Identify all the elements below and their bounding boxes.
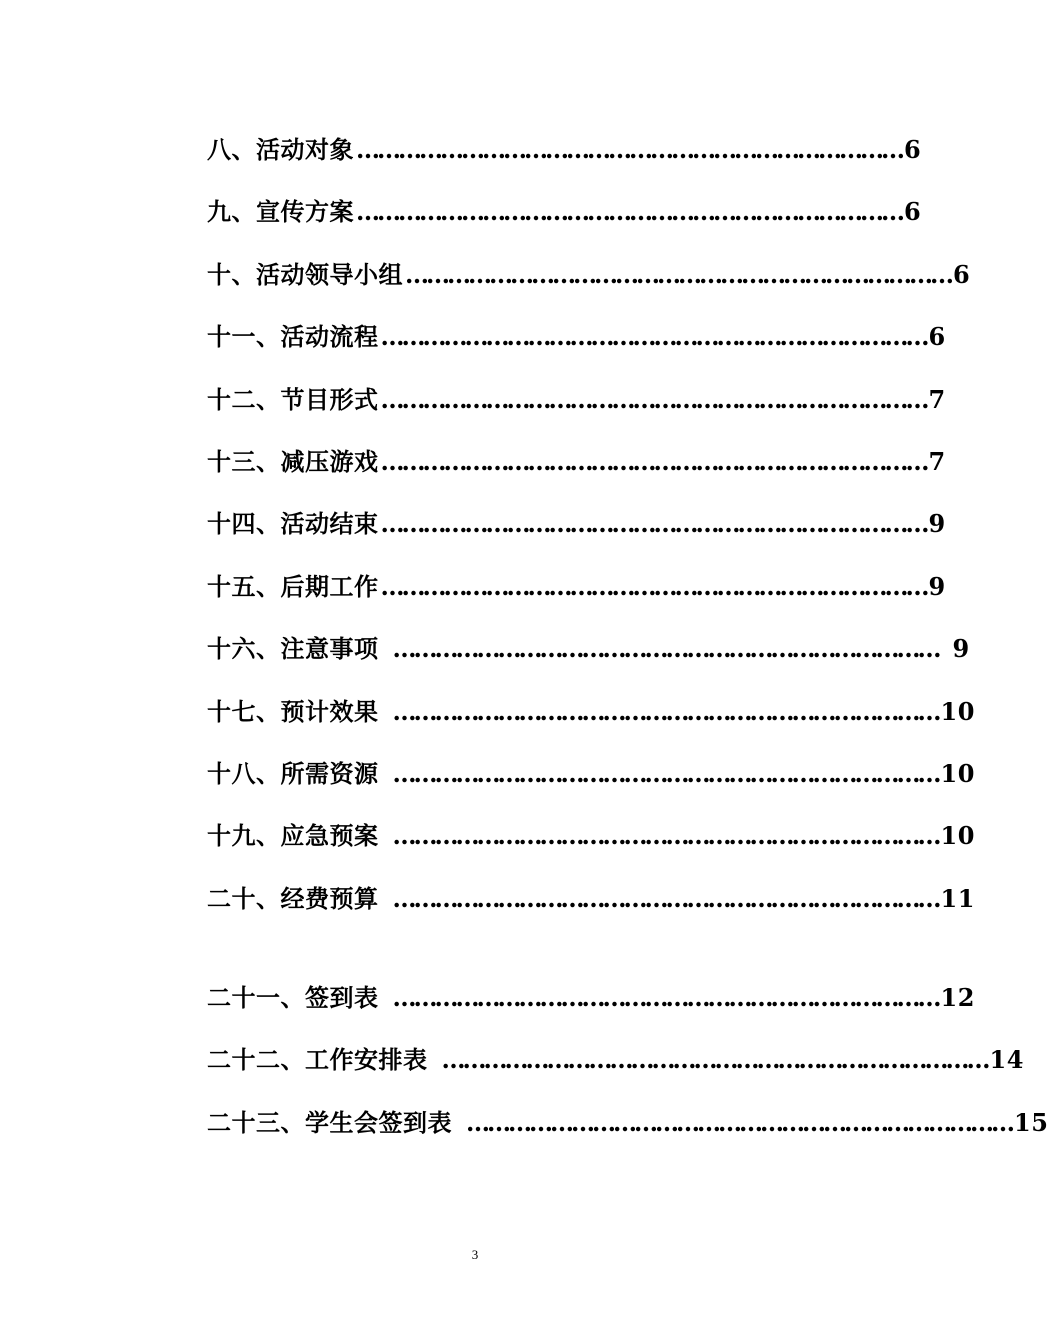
toc-leader-dots: …………………………………………………………………… (380, 509, 927, 539)
toc-leader-dots: …………………………………………………………………… (380, 446, 927, 476)
toc-entry[interactable] (207, 440, 946, 502)
toc-entry-page: 9 (952, 634, 970, 664)
toc-leader-dots: …………………………………………………………………… (380, 322, 927, 352)
toc-entry-title: 十九、应急预案 (207, 821, 379, 851)
toc-entry-page: 11 (940, 883, 975, 913)
toc-entry-title: 十一、活动流程 (207, 322, 379, 352)
toc-entry-page: 6 (928, 322, 946, 352)
toc-entry[interactable] (207, 1101, 1048, 1163)
toc-entry[interactable] (207, 814, 975, 876)
toc-leader-dots: …………………………………………………………………… (356, 197, 902, 227)
toc-entry[interactable] (207, 565, 946, 627)
toc-entry[interactable] (207, 253, 971, 315)
toc-leader-dots: …………………………………………………………………… (392, 758, 939, 788)
toc-entry[interactable] (207, 690, 975, 752)
toc-entry-title: 二十一、签到表 (207, 983, 379, 1013)
toc-entry-title: 十、活动领导小组 (207, 259, 403, 289)
toc-entry-page: 10 (940, 821, 975, 851)
toc-entry[interactable] (207, 315, 946, 377)
toc-entry[interactable] (207, 976, 975, 1038)
toc-entry-page: 7 (928, 446, 946, 476)
toc-entry-page: 10 (940, 758, 975, 788)
toc-leader-dots: …………………………………………………………………… (405, 259, 951, 289)
toc-entry[interactable] (207, 190, 922, 252)
toc-entry-title: 九、宣传方案 (207, 197, 354, 227)
toc-leader-dots: …………………………………………………………………… (392, 634, 939, 664)
toc-entry-title: 十五、后期工作 (207, 571, 379, 601)
toc-entry[interactable] (207, 1038, 1024, 1100)
toc-entry-title: 十七、预计效果 (207, 696, 379, 726)
toc-leader-dots: …………………………………………………………………… (441, 1045, 988, 1075)
toc-entry-title: 八、活动对象 (207, 135, 354, 164)
toc-entry-title: 十二、节目形式 (207, 384, 379, 414)
toc-entry-page: 9 (928, 509, 946, 539)
toc-entry[interactable] (207, 877, 975, 939)
toc-entry-page: 6 (904, 135, 922, 164)
toc-leader-dots: …………………………………………………………………… (392, 821, 939, 851)
toc-entry-page: 10 (940, 696, 975, 726)
toc-entry-title: 十三、减压游戏 (207, 446, 379, 476)
toc-entry-title: 十八、所需资源 (207, 758, 379, 788)
toc-entry-title: 二十、经费预算 (207, 883, 379, 913)
toc-entry-page: 15 (1014, 1107, 1048, 1137)
toc-entry-title: 二十三、学生会签到表 (207, 1107, 452, 1137)
toc-entry-page: 6 (953, 259, 971, 289)
toc-entry-page: 12 (940, 983, 975, 1013)
table-of-contents (207, 128, 1048, 1163)
toc-leader-dots: …………………………………………………………………… (392, 983, 939, 1013)
toc-entry-page: 14 (989, 1045, 1024, 1075)
toc-entry-title: 十四、活动结束 (207, 509, 379, 539)
toc-entry-title: 二十二、工作安排表 (207, 1045, 428, 1075)
toc-entry[interactable] (207, 752, 975, 814)
toc-leader-dots: …………………………………………………………………… (466, 1107, 1012, 1137)
toc-leader-dots: …………………………………………………………………… (380, 384, 927, 414)
toc-entry-title: 十六、注意事项 (207, 634, 379, 664)
toc-entry-page: 7 (928, 384, 946, 414)
toc-leader-dots: …………………………………………………………………… (392, 696, 939, 726)
toc-leader-dots: …………………………………………………………………… (392, 883, 939, 913)
toc-leader-dots: …………………………………………………………………… (380, 571, 927, 601)
toc-leader-dots: …………………………………………………………………… (356, 135, 902, 164)
toc-entry[interactable] (207, 502, 946, 564)
toc-entry-page: 6 (904, 197, 922, 227)
toc-entry[interactable] (207, 627, 970, 689)
toc-entry-page: 9 (928, 571, 946, 601)
toc-entry[interactable] (207, 128, 922, 190)
toc-entry[interactable] (207, 378, 946, 440)
page-number: 3 (471, 1247, 479, 1262)
